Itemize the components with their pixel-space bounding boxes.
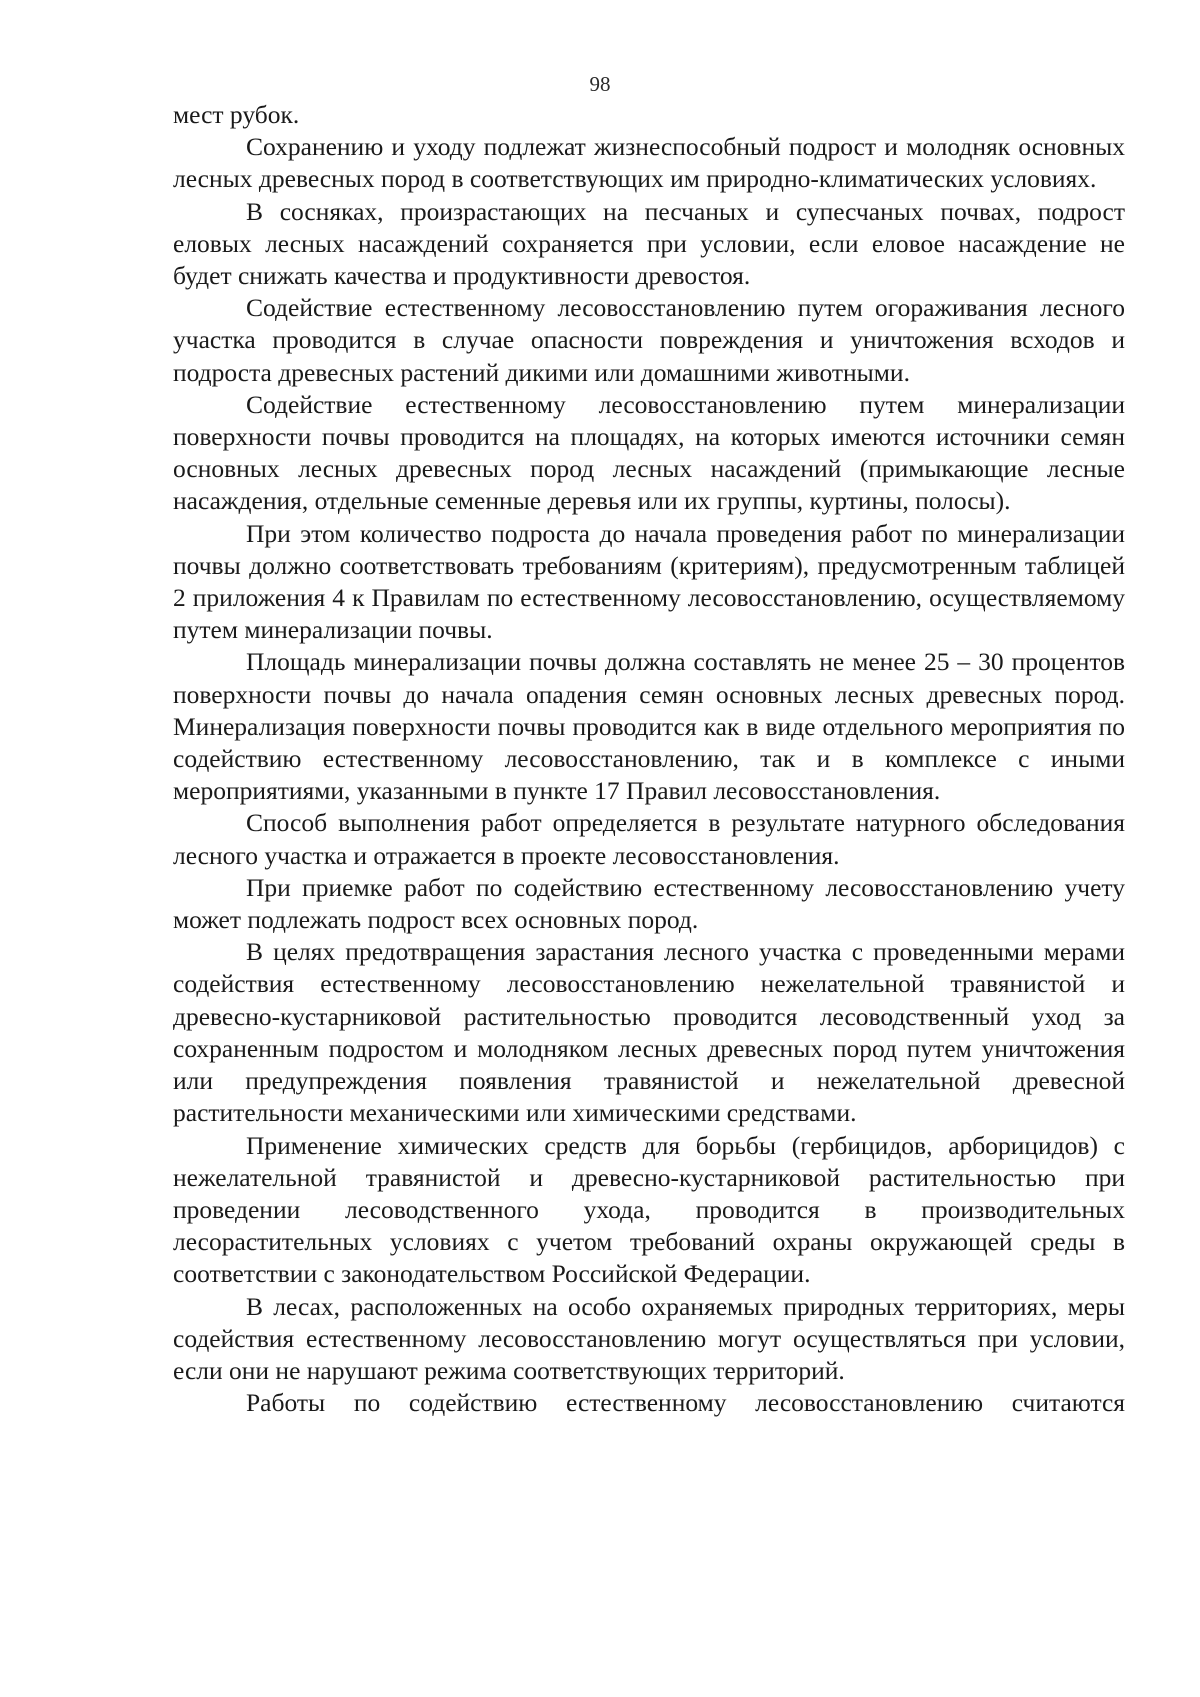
paragraph: В целях предотвращения зарастания лесного участка с проведенными мерами содействия естественному лесовосстановлению нежелательной травянистой и древесно-кустарниковой растительностью проводится лесоводственный уход за сохраненным подростом и молодняком лесных древесных пород путем уничтожения или предупреждения появления травянистой и нежелательной древесной растительности механическими или химическими средствами. — [173, 937, 1125, 1128]
paragraph: Площадь минерализации почвы должна составлять не менее 25 – 30 процентов поверхности почвы до начала опадения семян основных лесных древесных пород. Минерализация поверхности почвы проводится как в виде отдельного мероприятия по содействию естественному лесовосстановлению, так и в комплексе с иными мероприятиями, указанными в пункте 17 Правил лесовосстановления. — [173, 647, 1125, 806]
body-text — [173, 99, 1125, 1419]
paragraph: Содействие естественному лесовосстановлению путем минерализации поверхности почвы проводится на площадях, на которых имеются источники семян основных лесных древесных пород лесных насаждений (примыкающие лесные насаждения, отдельные семенные деревья или их группы, куртины, полосы). — [173, 389, 1125, 516]
paragraph: мест рубок. — [173, 100, 300, 129]
paragraph: В лесах, расположенных на особо охраняемых природных территориях, меры содействия естественному лесовосстановлению могут осуществляться при условии, если они не нарушают режима соответствующих территорий. — [173, 1291, 1125, 1385]
paragraph: При приемке работ по содействию естественному лесовосстановлению учету может подлежать подрост всех основных пород. — [173, 872, 1125, 935]
paragraph: Способ выполнения работ определяется в результате натурного обследования лесного участка и отражается в проекте лесовосстановления. — [173, 808, 1125, 870]
page-number: 98 — [589, 72, 611, 96]
paragraph: В сосняках, произрастающих на песчаных и супесчаных почвах, подрост еловых лесных насаждений сохраняется при условии, если еловое насаждение не будет снижать качества и продуктивности древостоя. — [173, 196, 1125, 291]
paragraph: Содействие естественному лесовосстановлению путем огораживания лесного участка проводится в случае опасности повреждения и уничтожения всходов и подроста древесных растений дикими или домашними животными. — [173, 293, 1125, 387]
paragraph: При этом количество подроста до начала проведения работ по минерализации почвы должно соответствовать требованиям (критериям), предусмотренным таблицей 2 приложения 4 к Правилам по естественному лесовосстановлению, осуществляемому путем минерализации почвы. — [173, 518, 1125, 645]
paragraph: Работы по содействию естественному лесовосстановлению считаются — [246, 1388, 1125, 1418]
paragraph: Применение химических средств для борьбы (гербицидов, арборицидов) с нежелательной травянистой и древесно-кустарниковой растительностью при проведении лесоводственного ухода, проводится в производительных лесорастительных условиях с учетом требований охраны окружающей среды в соответствии с законодательством Российской Федерации. — [173, 1130, 1125, 1289]
paragraph: Сохранению и уходу подлежат жизнеспособный подрост и молодняк основных лесных древесных пород в соответствующих им природно-климатических условиях. — [173, 132, 1125, 194]
